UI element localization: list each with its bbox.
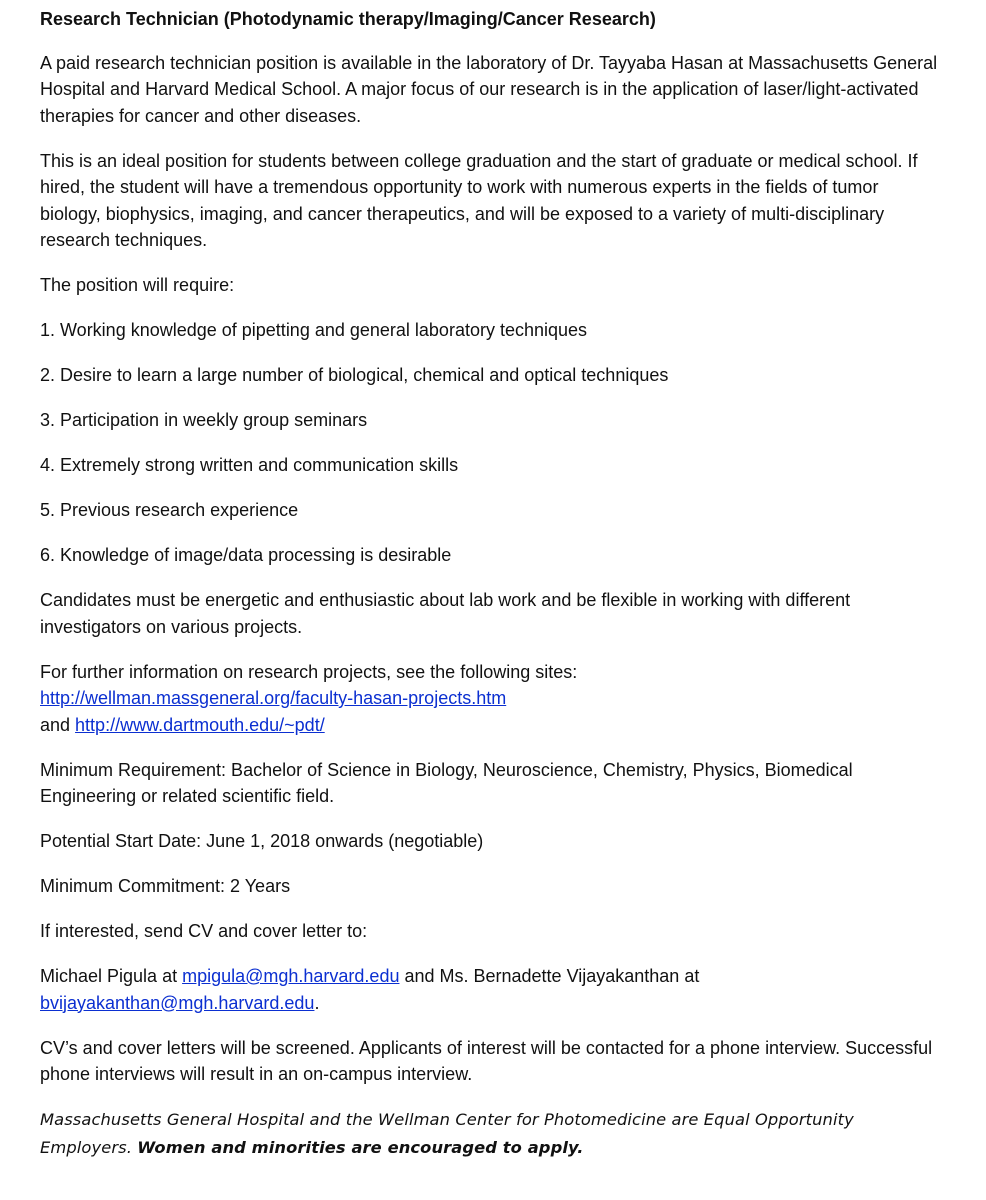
requirement-item: 4. Extremely strong written and communication skills [40,455,459,475]
contact-name-2: and Ms. Bernadette Vijayakanthan at [399,966,700,986]
encouragement-text: Women and minorities are encouraged to apply. [137,1138,584,1157]
position-description: This is an ideal position for students between college graduation and the start of graduate or medical school. If hired, the student will have a tremendous opportunity to work with numerous experts in the fields of tumor biology, biophysics, imaging, and cancer therapeutics, and will be exposed to a variety of multi-disciplinary research techniques. [40,150,918,250]
email-link-pigula[interactable]: mpigula@mgh.harvard.edu [182,966,400,986]
intro-paragraph: A paid research technician position is available in the laboratory of Dr. Tayyaba Hasan at Massachusetts General Hospital and Harvard Medical School. A major focus of our research is in the application of laser/light-activated therapies for cancer and other diseases. [40,52,938,126]
page-title: Research Technician (Photodynamic therapy/Imaging/Cancer Research) [40,9,656,29]
eoe-text: Massachusetts General Hospital and the Wellman Center for Photomedicine are Equal Opportunity Employers. [40,1110,854,1157]
contact-name-1: Michael Pigula at [40,966,183,986]
requirement-item: 6. Knowledge of image/data processing is desirable [40,545,452,565]
send-instructions: If interested, send CV and cover letter to: [40,921,368,941]
projects-link[interactable]: http://wellman.massgeneral.org/faculty-hasan-projects.htm [40,688,507,708]
further-info [40,659,940,739]
minimum-commitment: Minimum Commitment: 2 Years [40,876,291,896]
dartmouth-link[interactable]: http://www.dartmouth.edu/~pdt/ [75,714,325,735]
job-posting [40,6,940,1162]
start-date: Potential Start Date: June 1, 2018 onwards (negotiable) [40,831,484,851]
contacts [40,963,940,1016]
requirement-item: 2. Desire to learn a large number of biological, chemical and optical techniques [40,365,669,385]
requirement-item: 5. Previous research experience [40,500,299,520]
screening-paragraph: CV’s and cover letters will be screened. Applicants of interest will be contacted for a phone interview. Successful phone interviews will result in an on-campus interview. [40,1037,933,1084]
requirements-list [40,317,940,569]
candidates-paragraph: Candidates must be energetic and enthusiastic about lab work and be flexible in working with different investigators on various projects. [40,590,851,637]
further-info-lead: For further information on research projects, see the following sites: [40,661,578,682]
contacts-end: . [314,992,320,1013]
requirement-item: 1. Working knowledge of pipetting and general laboratory techniques [40,320,588,340]
minimum-requirement: Minimum Requirement: Bachelor of Science in Biology, Neuroscience, Chemistry, Physics, Biomedical Engineering or related scientific field. [40,759,853,806]
requirement-item: 3. Participation in weekly group seminars [40,410,368,430]
email-link-vijayakanthan[interactable]: bvijayakanthan@mgh.harvard.edu [40,992,315,1013]
requirements-heading: The position will require: [40,275,235,295]
equal-opportunity-statement [40,1106,940,1162]
and-text: and [40,714,76,735]
